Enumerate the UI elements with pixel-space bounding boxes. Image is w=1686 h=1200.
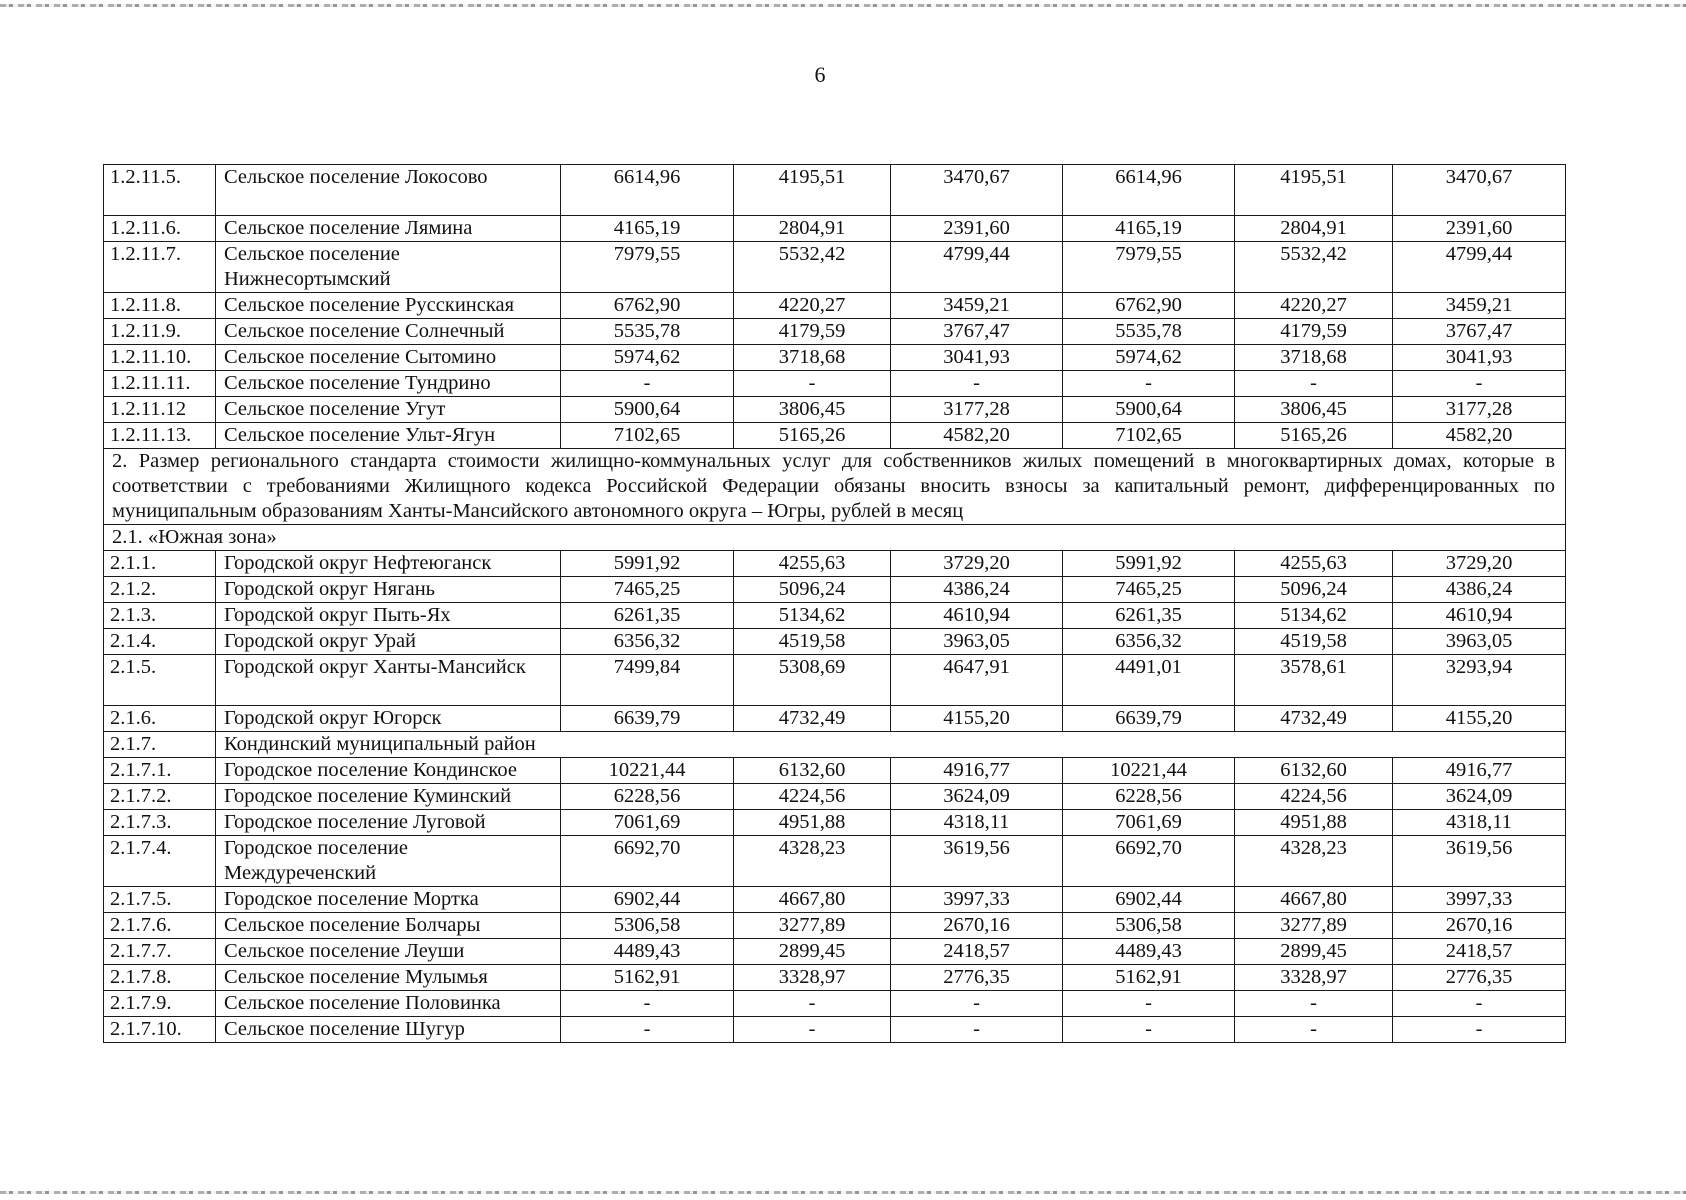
value-cell: - <box>891 371 1063 397</box>
value-cell: 4224,56 <box>1235 784 1393 810</box>
row-code: 1.2.11.12 <box>104 397 216 423</box>
row-code: 1.2.11.6. <box>104 216 216 242</box>
value-cell: 2391,60 <box>1393 216 1566 242</box>
row-name: Сельское поселение Леуши <box>216 939 561 965</box>
value-cell: 2899,45 <box>1235 939 1393 965</box>
value-cell: 4318,11 <box>891 810 1063 836</box>
value-cell: 3041,93 <box>1393 345 1566 371</box>
row-name: Городской округ Нефтеюганск <box>216 551 561 577</box>
value-cell: 3619,56 <box>891 836 1063 887</box>
row-code: 2.1.7.6. <box>104 913 216 939</box>
row-code: 1.2.11.13. <box>104 423 216 449</box>
value-cell: - <box>734 1017 891 1043</box>
table-row <box>104 216 1566 242</box>
table-row <box>104 525 1566 551</box>
value-cell: 3624,09 <box>891 784 1063 810</box>
value-cell: 7979,55 <box>1063 242 1235 293</box>
value-cell: 6692,70 <box>1063 836 1235 887</box>
row-code: 2.1.7.9. <box>104 991 216 1017</box>
value-cell: 4179,59 <box>1235 319 1393 345</box>
value-cell: - <box>1235 991 1393 1017</box>
value-cell: - <box>891 991 1063 1017</box>
value-cell: 4582,20 <box>891 423 1063 449</box>
value-cell: 7061,69 <box>561 810 734 836</box>
value-cell: 7465,25 <box>561 577 734 603</box>
value-cell: - <box>561 1017 734 1043</box>
row-name: Городской округ Пыть-Ях <box>216 603 561 629</box>
value-cell: 5974,62 <box>1063 345 1235 371</box>
table-row <box>104 449 1566 525</box>
value-cell: 4165,19 <box>1063 216 1235 242</box>
value-cell: 6762,90 <box>1063 293 1235 319</box>
value-cell: 6261,35 <box>561 603 734 629</box>
value-cell: 4799,44 <box>891 242 1063 293</box>
value-cell: 3624,09 <box>1393 784 1566 810</box>
row-code: 2.1.6. <box>104 706 216 732</box>
row-code: 2.1.7.7. <box>104 939 216 965</box>
value-cell: 7102,65 <box>1063 423 1235 449</box>
row-code: 2.1.3. <box>104 603 216 629</box>
value-cell: 4155,20 <box>1393 706 1566 732</box>
value-cell: 5306,58 <box>561 913 734 939</box>
value-cell: 4224,56 <box>734 784 891 810</box>
value-cell: 2804,91 <box>734 216 891 242</box>
value-cell: 6261,35 <box>1063 603 1235 629</box>
row-name: Сельское поселение Локосово <box>216 165 561 216</box>
row-code: 2.1.7.3. <box>104 810 216 836</box>
value-cell: 4318,11 <box>1393 810 1566 836</box>
row-name: Городской округ Урай <box>216 629 561 655</box>
row-code: 1.2.11.7. <box>104 242 216 293</box>
value-cell: 5532,42 <box>1235 242 1393 293</box>
value-cell: - <box>561 991 734 1017</box>
value-cell: 4328,23 <box>1235 836 1393 887</box>
row-name: Городской округ Ханты-Мансийск <box>216 655 561 706</box>
row-name: Городское поселение Кондинское <box>216 758 561 784</box>
value-cell: 4799,44 <box>1393 242 1566 293</box>
table-row <box>104 629 1566 655</box>
table-row <box>104 810 1566 836</box>
value-cell: - <box>891 1017 1063 1043</box>
value-cell: 5535,78 <box>561 319 734 345</box>
value-cell: - <box>1235 371 1393 397</box>
table-row <box>104 655 1566 706</box>
value-cell: 3177,28 <box>1393 397 1566 423</box>
table-row <box>104 784 1566 810</box>
row-name: Сельское поселение Солнечный <box>216 319 561 345</box>
row-name: Сельское поселение Мулымья <box>216 965 561 991</box>
value-cell: 7979,55 <box>561 242 734 293</box>
value-cell: 4610,94 <box>891 603 1063 629</box>
value-cell: 4195,51 <box>734 165 891 216</box>
table-row <box>104 345 1566 371</box>
row-name: Сельское поселение Русскинская <box>216 293 561 319</box>
table-row <box>104 887 1566 913</box>
row-name: Сельское поселение Нижнесортымский <box>216 242 561 293</box>
value-cell: 4489,43 <box>1063 939 1235 965</box>
value-cell: 4582,20 <box>1393 423 1566 449</box>
row-code: 1.2.11.8. <box>104 293 216 319</box>
value-cell: 7499,84 <box>561 655 734 706</box>
table-row <box>104 758 1566 784</box>
value-cell: 3459,21 <box>1393 293 1566 319</box>
value-cell: 6132,60 <box>734 758 891 784</box>
value-cell: 5991,92 <box>1063 551 1235 577</box>
value-cell: 4220,27 <box>734 293 891 319</box>
table-row <box>104 913 1566 939</box>
value-cell: 3041,93 <box>891 345 1063 371</box>
value-cell: 4489,43 <box>561 939 734 965</box>
value-cell: 3578,61 <box>1235 655 1393 706</box>
value-cell: 2391,60 <box>891 216 1063 242</box>
value-cell: 5974,62 <box>561 345 734 371</box>
value-cell: 2776,35 <box>1393 965 1566 991</box>
value-cell: 3328,97 <box>1235 965 1393 991</box>
value-cell: 5535,78 <box>1063 319 1235 345</box>
value-cell: 3997,33 <box>891 887 1063 913</box>
value-cell: 2804,91 <box>1235 216 1393 242</box>
table-body <box>104 165 1566 1043</box>
row-code: 2.1.7.4. <box>104 836 216 887</box>
table-row <box>104 423 1566 449</box>
value-cell: 10221,44 <box>561 758 734 784</box>
value-cell: 4386,24 <box>1393 577 1566 603</box>
value-cell: 3997,33 <box>1393 887 1566 913</box>
value-cell: - <box>1063 991 1235 1017</box>
value-cell: 3963,05 <box>891 629 1063 655</box>
table-row <box>104 706 1566 732</box>
value-cell: 3177,28 <box>891 397 1063 423</box>
value-cell: 3767,47 <box>1393 319 1566 345</box>
row-code: 2.1.2. <box>104 577 216 603</box>
value-cell: 2418,57 <box>1393 939 1566 965</box>
value-cell: 4610,94 <box>1393 603 1566 629</box>
scan-edge-top <box>0 4 1686 7</box>
value-cell: - <box>561 371 734 397</box>
row-name: Сельское поселение Лямина <box>216 216 561 242</box>
table-row <box>104 397 1566 423</box>
row-code: 2.1.7.1. <box>104 758 216 784</box>
value-cell: 2670,16 <box>891 913 1063 939</box>
value-cell: 5900,64 <box>1063 397 1235 423</box>
row-name: Городской округ Югорск <box>216 706 561 732</box>
value-cell: 4519,58 <box>1235 629 1393 655</box>
row-code: 2.1.7.2. <box>104 784 216 810</box>
row-name: Городское поселение Мортка <box>216 887 561 913</box>
value-cell: 2418,57 <box>891 939 1063 965</box>
value-cell: - <box>1393 1017 1566 1043</box>
value-cell: 5096,24 <box>1235 577 1393 603</box>
value-cell: 5900,64 <box>561 397 734 423</box>
value-cell: 3328,97 <box>734 965 891 991</box>
value-cell: 4519,58 <box>734 629 891 655</box>
value-cell: 6614,96 <box>1063 165 1235 216</box>
value-cell: 4732,49 <box>1235 706 1393 732</box>
value-cell: 4155,20 <box>891 706 1063 732</box>
scan-edge-bottom <box>0 1191 1686 1194</box>
row-name: Городское поселение Междуреченский <box>216 836 561 887</box>
value-cell: 3459,21 <box>891 293 1063 319</box>
row-code: 1.2.11.9. <box>104 319 216 345</box>
value-cell: 3619,56 <box>1393 836 1566 887</box>
value-cell: 4328,23 <box>734 836 891 887</box>
value-cell: 2899,45 <box>734 939 891 965</box>
section-heading: 2.1. «Южная зона» <box>104 525 1566 551</box>
table-row <box>104 965 1566 991</box>
standards-table <box>103 164 1566 1043</box>
row-code: 2.1.7.10. <box>104 1017 216 1043</box>
table-row <box>104 165 1566 216</box>
row-code: 2.1.7.5. <box>104 887 216 913</box>
table-row <box>104 319 1566 345</box>
row-name: Сельское поселение Половинка <box>216 991 561 1017</box>
table-row <box>104 991 1566 1017</box>
row-code: 2.1.1. <box>104 551 216 577</box>
table-row <box>104 577 1566 603</box>
row-name: Кондинский муниципальный район <box>216 732 1566 758</box>
value-cell: - <box>1393 991 1566 1017</box>
value-cell: 3470,67 <box>1393 165 1566 216</box>
table-row <box>104 293 1566 319</box>
value-cell: 3806,45 <box>734 397 891 423</box>
value-cell: 4255,63 <box>1235 551 1393 577</box>
value-cell: 4667,80 <box>734 887 891 913</box>
value-cell: 5096,24 <box>734 577 891 603</box>
section-heading: 2. Размер регионального стандарта стоимости жилищно-коммунальных услуг для собственников жилых помещений в многоквартирных домах, которые в соответствии с требованиями Жилищного кодекса Российской Федерации обязаны вносить взносы за капитальный ремонт, дифференцированных по муниципальным образованиям Ханты-Мансийского автономного округа – Югры, рублей в месяц <box>104 449 1566 525</box>
value-cell: 5991,92 <box>561 551 734 577</box>
value-cell: 4179,59 <box>734 319 891 345</box>
value-cell: 4916,77 <box>1393 758 1566 784</box>
row-name: Сельское поселение Сытомино <box>216 345 561 371</box>
row-name: Городское поселение Луговой <box>216 810 561 836</box>
value-cell: 6228,56 <box>1063 784 1235 810</box>
row-name: Городской округ Нягань <box>216 577 561 603</box>
value-cell: 3767,47 <box>891 319 1063 345</box>
value-cell: 7061,69 <box>1063 810 1235 836</box>
value-cell: 3277,89 <box>734 913 891 939</box>
row-name: Сельское поселение Болчары <box>216 913 561 939</box>
value-cell: - <box>734 371 891 397</box>
value-cell: 6692,70 <box>561 836 734 887</box>
value-cell: 6614,96 <box>561 165 734 216</box>
table-row <box>104 732 1566 758</box>
value-cell: 5134,62 <box>734 603 891 629</box>
value-cell: 10221,44 <box>1063 758 1235 784</box>
value-cell: 3277,89 <box>1235 913 1393 939</box>
value-cell: 3729,20 <box>891 551 1063 577</box>
value-cell: 5134,62 <box>1235 603 1393 629</box>
value-cell: - <box>1393 371 1566 397</box>
value-cell: 3963,05 <box>1393 629 1566 655</box>
value-cell: 4491,01 <box>1063 655 1235 706</box>
value-cell: 2776,35 <box>891 965 1063 991</box>
value-cell: 4255,63 <box>734 551 891 577</box>
table-row <box>104 939 1566 965</box>
value-cell: 6356,32 <box>561 629 734 655</box>
value-cell: 5162,91 <box>561 965 734 991</box>
value-cell: 5306,58 <box>1063 913 1235 939</box>
value-cell: 6356,32 <box>1063 629 1235 655</box>
value-cell: 6902,44 <box>561 887 734 913</box>
row-code: 2.1.4. <box>104 629 216 655</box>
value-cell: 7465,25 <box>1063 577 1235 603</box>
value-cell: 4667,80 <box>1235 887 1393 913</box>
row-code: 1.2.11.11. <box>104 371 216 397</box>
row-name: Городское поселение Куминский <box>216 784 561 810</box>
value-cell: 4220,27 <box>1235 293 1393 319</box>
page-number: 6 <box>814 62 826 87</box>
value-cell: 4386,24 <box>891 577 1063 603</box>
row-code: 1.2.11.5. <box>104 165 216 216</box>
row-name: Сельское поселение Тундрино <box>216 371 561 397</box>
row-code: 2.1.5. <box>104 655 216 706</box>
value-cell: 5308,69 <box>734 655 891 706</box>
value-cell: 3718,68 <box>734 345 891 371</box>
value-cell: - <box>734 991 891 1017</box>
value-cell: 5162,91 <box>1063 965 1235 991</box>
value-cell: 7102,65 <box>561 423 734 449</box>
value-cell: 6132,60 <box>1235 758 1393 784</box>
value-cell: 6639,79 <box>561 706 734 732</box>
row-code: 1.2.11.10. <box>104 345 216 371</box>
value-cell: 6902,44 <box>1063 887 1235 913</box>
value-cell: 4732,49 <box>734 706 891 732</box>
value-cell: 4916,77 <box>891 758 1063 784</box>
value-cell: 4951,88 <box>1235 810 1393 836</box>
value-cell: 4951,88 <box>734 810 891 836</box>
value-cell: 5165,26 <box>1235 423 1393 449</box>
row-name: Сельское поселение Шугур <box>216 1017 561 1043</box>
value-cell: - <box>1235 1017 1393 1043</box>
value-cell: 3729,20 <box>1393 551 1566 577</box>
value-cell: 3718,68 <box>1235 345 1393 371</box>
table-row <box>104 551 1566 577</box>
value-cell: 4165,19 <box>561 216 734 242</box>
value-cell: 2670,16 <box>1393 913 1566 939</box>
value-cell: 4647,91 <box>891 655 1063 706</box>
row-code: 2.1.7. <box>104 732 216 758</box>
value-cell: 3293,94 <box>1393 655 1566 706</box>
value-cell: 6762,90 <box>561 293 734 319</box>
table-row <box>104 603 1566 629</box>
table-row <box>104 242 1566 293</box>
table-row <box>104 371 1566 397</box>
value-cell: 3470,67 <box>891 165 1063 216</box>
row-name: Сельское поселение Ульт-Ягун <box>216 423 561 449</box>
row-code: 2.1.7.8. <box>104 965 216 991</box>
value-cell: 5532,42 <box>734 242 891 293</box>
value-cell: 6228,56 <box>561 784 734 810</box>
value-cell: - <box>1063 1017 1235 1043</box>
value-cell: - <box>1063 371 1235 397</box>
table-row <box>104 836 1566 887</box>
row-name: Сельское поселение Угут <box>216 397 561 423</box>
value-cell: 4195,51 <box>1235 165 1393 216</box>
value-cell: 6639,79 <box>1063 706 1235 732</box>
value-cell: 3806,45 <box>1235 397 1393 423</box>
table-row <box>104 1017 1566 1043</box>
value-cell: 5165,26 <box>734 423 891 449</box>
